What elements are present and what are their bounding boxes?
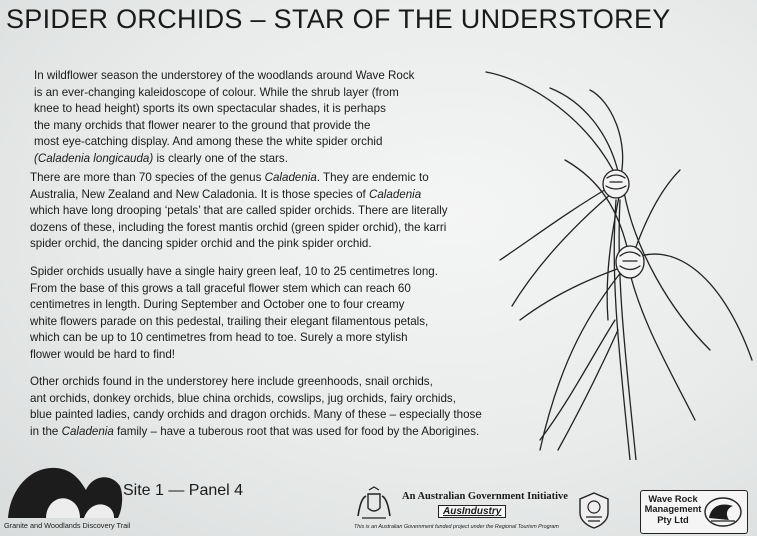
paragraph-2-text-b: . They are endemic to Australia, New Zealand and New Caladonia. It is those species of <box>30 171 429 201</box>
discovery-trail-caption: Granite and Woodlands Discovery Trail <box>4 521 131 530</box>
sign-title: SPIDER ORCHIDS – STAR OF THE UNDERSTOREY <box>6 4 671 34</box>
genus-name-italic-3: Caladenia <box>61 424 114 438</box>
spider-orchid-illustration <box>470 60 757 460</box>
discovery-trail-logo <box>6 460 124 520</box>
species-name-italic: (Caladenia longicauda) <box>34 151 154 165</box>
wave-rock-management-badge <box>640 490 748 534</box>
paragraph-1-end: is clearly one of the stars. <box>153 151 288 165</box>
paragraph-3: Spider orchids usually have a single hairy green leaf, 10 to 25 centimetres long. From the base of this grows a tall graceful flower stem which can reach 60 centimetres in length. During September and October one to four creamy white flowers parade on this pedestal, trailing their elegant filamentous petals, which can be up to 10 centimetres from head to toe. Surely a more stylish flower would be hard to find! <box>30 265 438 361</box>
paragraph-2-text-a: There are more than 70 species of the genus <box>30 171 265 184</box>
wave-rock-logo-icon <box>703 494 743 528</box>
government-initiative-text: An Australian Government Initiative <box>402 491 568 502</box>
funding-note: This is an Australian Government funded project under the Regional Tourism Program <box>354 524 559 530</box>
paragraph-4-text-a: Other orchids found in the understorey here include greenhoods, snail orchids, ant orchids, donkey orchids, blue china orchids, cowslips, jug orchids, fairy orchids, blue painted ladies, candy orchids and dragon orchids. Many of these – especially those in the <box>30 375 482 438</box>
coat-of-arms-icon <box>354 486 394 520</box>
paragraph-2 <box>30 170 448 253</box>
ausindustry-logo: AusIndustry <box>438 505 506 518</box>
wave-rock-management-text: Wave Rock Management Pty Ltd <box>644 494 702 525</box>
paragraph-1-text: In wildflower season the understorey of the woodlands around Wave Rock is an ever-changing kaleidoscope of colour. While the shrub layer (from knee to head height) sports its own spectacular shades, it is perhaps the many orchids that flower nearer to the ground that provide the most eye-catching display. And among these the white spider orchid <box>34 69 415 149</box>
genus-name-italic-2: Caladenia <box>368 187 422 201</box>
paragraph-4-text-b: family – have a tuberous root that was used for food by the Aborigines. <box>113 424 480 438</box>
genus-name-italic: Caladenia <box>264 171 317 184</box>
site-panel-label: Site 1 — Panel 4 <box>123 482 244 499</box>
paragraph-4 <box>30 374 482 440</box>
paragraph-1 <box>34 68 414 168</box>
paragraph-2-text-c: which have long drooping ‘petals’ that are called spider orchids. There are literally dozens of these, including the forest mantis orchid (green spider orchid), the karri spider orchid, the dancing spider orchid and the pink spider orchid. <box>30 204 448 251</box>
shire-seal-icon <box>576 491 612 529</box>
